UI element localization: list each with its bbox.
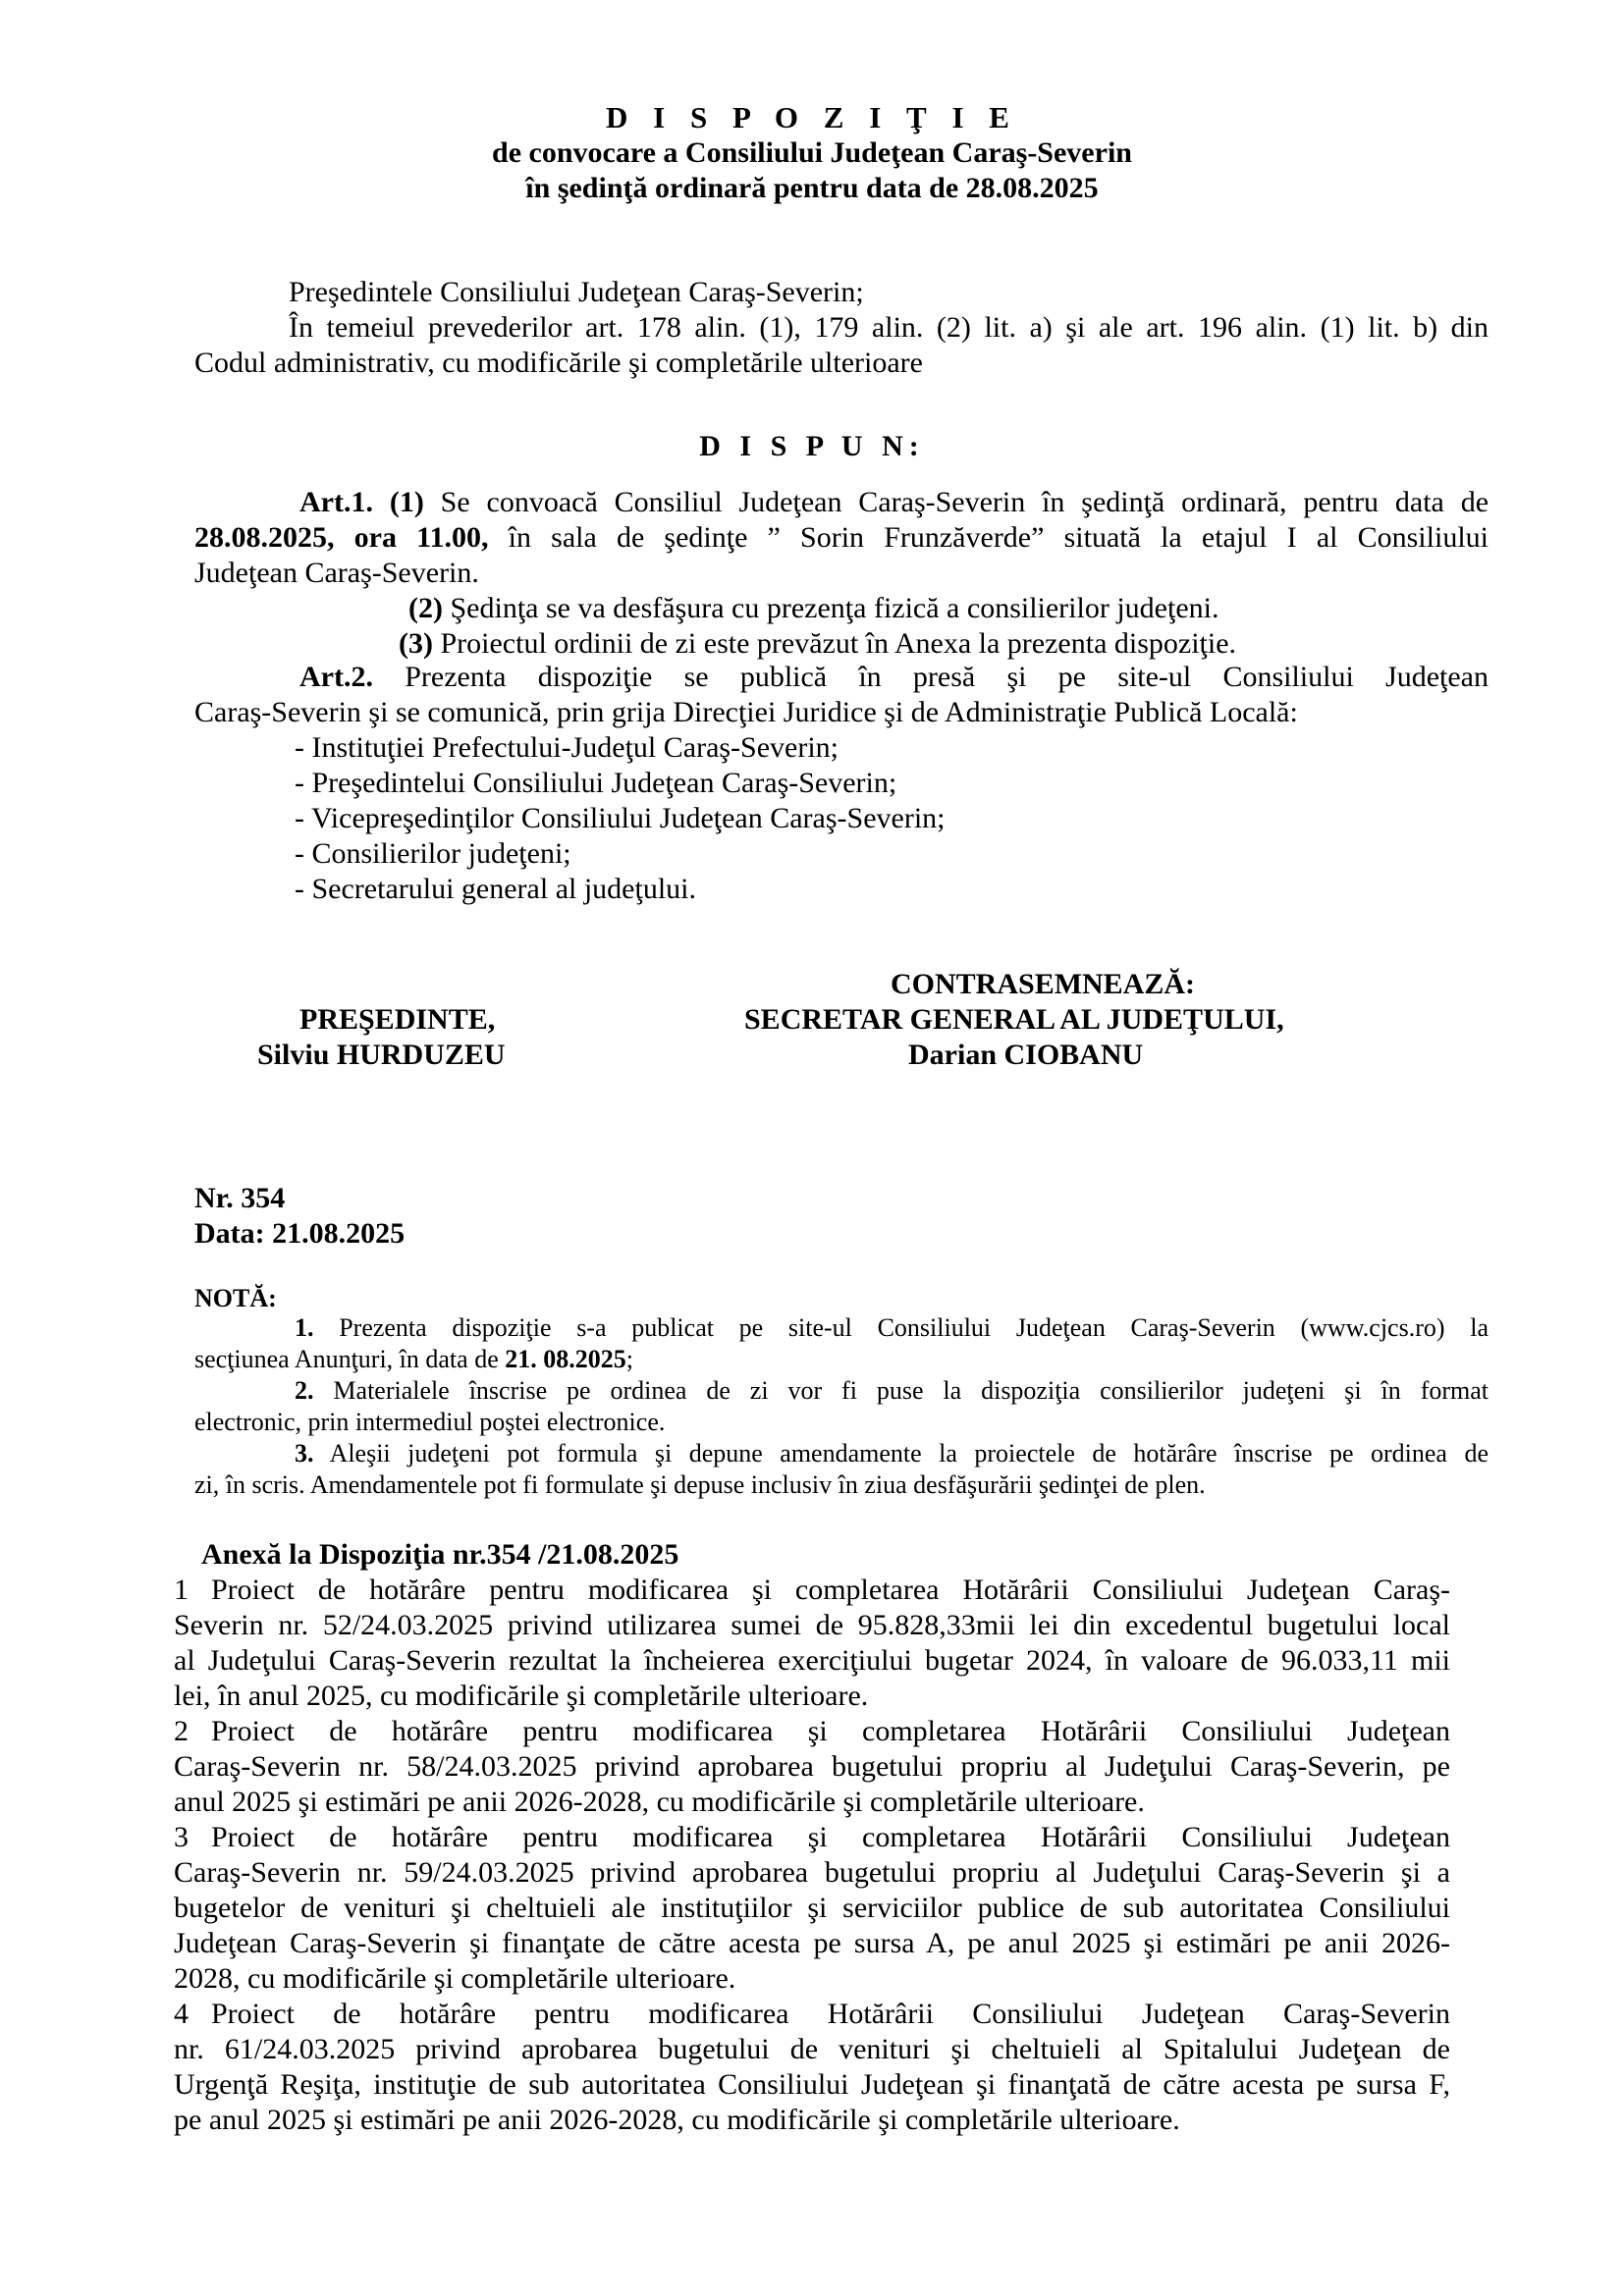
document-subtitle-line1: de convocare a Consiliului Judeţean Caraş-Severin [492, 136, 1132, 169]
countersign-label: CONTRASEMNEAZĂ: [891, 968, 1196, 1000]
nota-1-text-c: ; [625, 1345, 633, 1373]
list-item: - Instituţiei Prefectului-Judeţul Caraş-Severin; [295, 731, 839, 764]
president-title: PREŞEDINTE, [299, 1003, 496, 1036]
president-name: Silviu HURDUZEU [257, 1039, 506, 1071]
nota-2-text: Materialele înscrise pe ordinea de zi vor fi puse la dispoziţia consilierilor judeţeni şi în format [313, 1376, 1489, 1405]
anexa-item-3-line2: Caraş-Severin nr. 59/24.03.2025 privind aprobarea bugetului propriu al Judeţului Caraş-Severin şi a [174, 1856, 1450, 1889]
disposition-number: Nr. 354 [194, 1182, 286, 1214]
anexa-item-1-line4: lei, în anul 2025, cu modificările şi completările ulterioare. [174, 1680, 869, 1712]
disposition-date: Data: 21.08.2025 [194, 1217, 406, 1250]
anexa-item-2-line1: Proiect de hotărâre pentru modificarea şi completarea Hotărârii Consiliului Judeţean [211, 1715, 1450, 1747]
nota-3-text: Aleşii judeţeni pot formula şi depune amendamente la proiectele de hotărâre înscrise pe ordinea de [313, 1439, 1489, 1468]
art1-line2 [194, 520, 1489, 556]
art2-line1 [299, 660, 1489, 695]
nota-item-1-line1 [295, 1312, 1489, 1344]
anexa-item-1-line1: Proiect de hotărâre pentru modificarea şi completarea Hotărârii Consiliului Judeţean Caraş- [211, 1574, 1450, 1606]
anexa-item-1-number: 1 [174, 1574, 189, 1606]
art1-date-time: 28.08.2025, ora 11.00, [194, 521, 489, 554]
art2-line2: Caraş-Severin şi se comunică, prin grija Direcţiei Juridice şi de Administraţie Publică Locală: [194, 696, 1298, 728]
nota-item-3-line2: zi, în scris. Amendamentele pot fi formulate şi depuse inclusiv în ziua desfăşurării şedinţei de plen. [194, 1470, 1206, 1499]
nota-1-date: 21. 08.2025 [505, 1345, 626, 1373]
anexa-item-4-line1: Proiect de hotărâre pentru modificarea Hotărârii Consiliului Judeţean Caraş-Severin [211, 1998, 1450, 2030]
art1-line1 [299, 485, 1489, 520]
anexa-item-4-line4: pe anul 2025 şi estimări pe anii 2026-2028, cu modificările şi completările ulterioare. [174, 2104, 1180, 2136]
secretary-name: Darian CIOBANU [908, 1039, 1144, 1071]
art1-p2 [408, 591, 1218, 626]
art2-recipient-list [295, 730, 946, 907]
anexa-item-4-line2: nr. 61/24.03.2025 privind aprobarea bugetului de venituri şi cheltuieli al Spitalului Judeţean de [174, 2033, 1450, 2065]
art2-text1: Prezenta dispoziţie se publică în presă şi pe site-ul Consiliului Judeţean [372, 661, 1489, 693]
art2-label: Art.2. [299, 661, 373, 693]
nota-3-num: 3. [295, 1439, 314, 1468]
art1-p2-text: Şedinţa se va desfăşura cu prezenţa fizică a consilierilor judeţeni. [442, 592, 1219, 624]
anexa-item-2-line3: anul 2025 şi estimări pe anii 2026-2028, cu modificările şi completările ulterioare. [174, 1786, 1145, 1818]
anexa-item-2-number: 2 [174, 1715, 189, 1747]
anexa-title: Anexă la Dispoziţia nr.354 /21.08.2025 [201, 1538, 679, 1571]
art1-p3-num: (3) [399, 627, 433, 660]
secretary-title: SECRETAR GENERAL AL JUDEŢULUI, [744, 1003, 1284, 1036]
art1-label: Art.1. [299, 486, 373, 518]
anexa-item-1-line3: al Judeţului Caraş-Severin rezultat la încheierea exerciţiului bugetar 2024, în valoare de 96.033,11 mii [174, 1644, 1450, 1677]
nota-1-text-b: secţiunea Anunţuri, în data de [194, 1345, 506, 1373]
nota-item-1-line2 [194, 1344, 633, 1375]
nota-item-2-line1 [295, 1375, 1489, 1407]
art1-p1-num: (1) [389, 486, 424, 518]
list-item: - Consilierilor judeţeni; [295, 837, 571, 870]
nota-item-3-line1 [295, 1438, 1489, 1469]
art1-line3: Judeţean Caraş-Severin. [194, 557, 479, 589]
nota-2-num: 2. [295, 1376, 314, 1405]
anexa-item-2-line2: Caraş-Severin nr. 58/24.03.2025 privind aprobarea bugetului propriu al Judeţului Caraş-Severin, pe [174, 1750, 1450, 1783]
art1-p3-text: Proiectul ordinii de zi este prevăzut în Anexa la prezenta dispoziţie. [432, 627, 1237, 660]
document-subtitle-line2: în şedinţă ordinară pentru data de 28.08.2025 [525, 172, 1099, 204]
anexa-item-3-line5: 2028, cu modificările şi completările ulterioare. [174, 1962, 736, 1995]
nota-label: NOTĂ: [194, 1284, 277, 1312]
nota-item-2-line2: electronic, prin intermediul poştei electronice. [194, 1408, 666, 1436]
anexa-item-3-number: 3 [174, 1821, 189, 1853]
anexa-item-4-number: 4 [174, 1998, 189, 2030]
nota-1-num: 1. [295, 1313, 314, 1342]
nota-1-text: Prezenta dispoziţie s-a publicat pe site-ul Consiliului Judeţean Caraş-Severin (www.cjcs.ro) la [313, 1313, 1489, 1342]
art1-p1-text2: în sala de şedinţe ” Sorin Frunzăverde” situată la etajul I al Consiliului [488, 521, 1489, 554]
intro-line2: În temeiul prevederilor art. 178 alin. (1), 179 alin. (2) lit. a) şi ale art. 196 alin. (1) lit. b) din [289, 311, 1489, 344]
document-title: D I S P O Z I Ţ I E [606, 100, 1018, 134]
intro-line3: Codul administrativ, cu modificările şi completările ulterioare [194, 347, 923, 379]
art1-p3 [399, 626, 1236, 662]
list-item: - Vicepreşedinţilor Consiliului Judeţean Caraş-Severin; [295, 802, 946, 834]
anexa-item-3-line4: Judeţean Caraş-Severin şi finanţate de către acesta pe sursa A, pe anul 2025 şi estimări pe anii 2026- [174, 1927, 1450, 1959]
dispun-heading: D I S P U N: [699, 430, 925, 462]
anexa-item-4-line3: Urgenţă Reşiţa, instituţie de sub autoritatea Consiliului Judeţean şi finanţată de către acesta pe sursa F, [174, 2068, 1450, 2101]
intro-line1: Preşedintele Consiliului Judeţean Caraş-Severin; [289, 276, 864, 308]
list-item: - Preşedintelui Consiliului Judeţean Caraş-Severin; [295, 767, 897, 799]
anexa-item-3-line1: Proiect de hotărâre pentru modificarea şi completarea Hotărârii Consiliului Judeţean [211, 1821, 1450, 1853]
art1-p1-text: Se convoacă Consiliul Judeţean Caraş-Severin în şedinţă ordinară, pentru data de [423, 486, 1489, 518]
art1-p2-num: (2) [408, 592, 443, 624]
anexa-item-3-line3: bugetelor de venituri şi cheltuieli ale instituţiilor şi serviciilor publice de sub autoritatea Consiliului [174, 1892, 1450, 1924]
list-item: - Secretarului general al judeţului. [295, 873, 696, 905]
anexa-item-1-line2: Severin nr. 52/24.03.2025 privind utilizarea sumei de 95.828,33mii lei din excedentul bugetului local [174, 1609, 1450, 1641]
